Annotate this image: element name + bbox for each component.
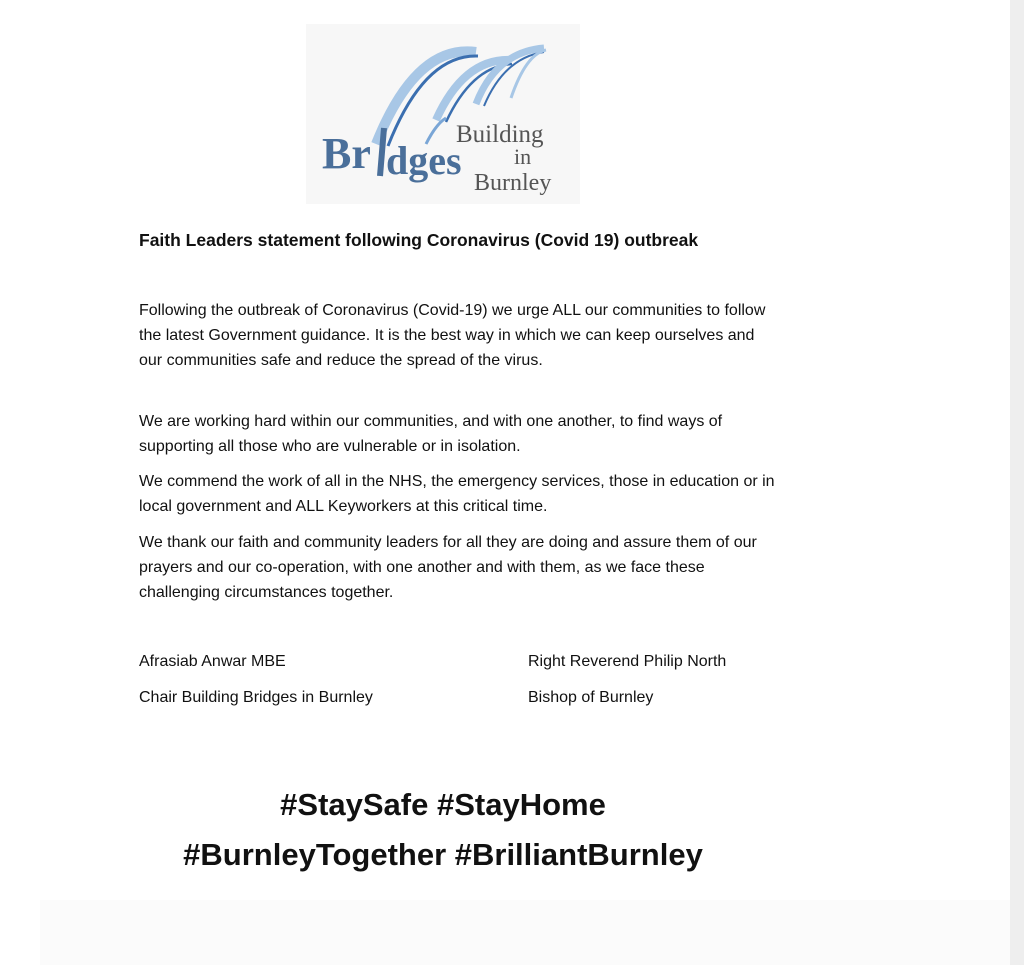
building-bridges-logo: [306, 24, 580, 204]
bridge-arches-icon: [306, 24, 580, 204]
logo-building-text: Building: [456, 121, 544, 148]
paragraph-thanks: We thank our faith and community leaders for all they are doing and assure them of our prayers and our co-operation, with one another and with them, as we face these challenging circumstances together.: [139, 534, 757, 601]
page-right-edge: [1010, 0, 1024, 965]
signatory-left-role: Chair Building Bridges in Burnley: [139, 689, 373, 706]
page-bottom-shade: [40, 900, 1010, 965]
signatory-right-role: Bishop of Burnley: [528, 689, 654, 706]
paragraph-guidance: Following the outbreak of Coronavirus (Covid-19) we urge ALL our communities to follow the latest Government guidance. It is the best way in which we can keep ourselves and our communities safe and reduce the spread of the virus.: [139, 302, 766, 369]
paragraph-support: We are working hard within our communities, and with one another, to find ways of supporting all those who are vulnerable or in isolation.: [139, 413, 723, 455]
logo-burnley-text: Burnley: [474, 170, 552, 196]
logo-bridges-end: dges: [386, 138, 462, 183]
logo-in-text: in: [514, 144, 532, 169]
paragraph-commend: We commend the work of all in the NHS, the emergency services, those in education or in local government and ALL Keyworkers at this critical time.: [139, 473, 775, 515]
hashtags-line-1: #StaySafe #StayHome: [280, 787, 606, 822]
signatory-left-name: Afrasiab Anwar MBE: [139, 653, 286, 670]
signatory-right-name: Right Reverend Philip North: [528, 653, 727, 670]
hashtags-line-2: #BurnleyTogether #BrilliantBurnley: [183, 837, 703, 872]
document-title: Faith Leaders statement following Coronavirus (Covid 19) outbreak: [139, 230, 699, 250]
logo-bridges-start: Br: [322, 129, 371, 178]
